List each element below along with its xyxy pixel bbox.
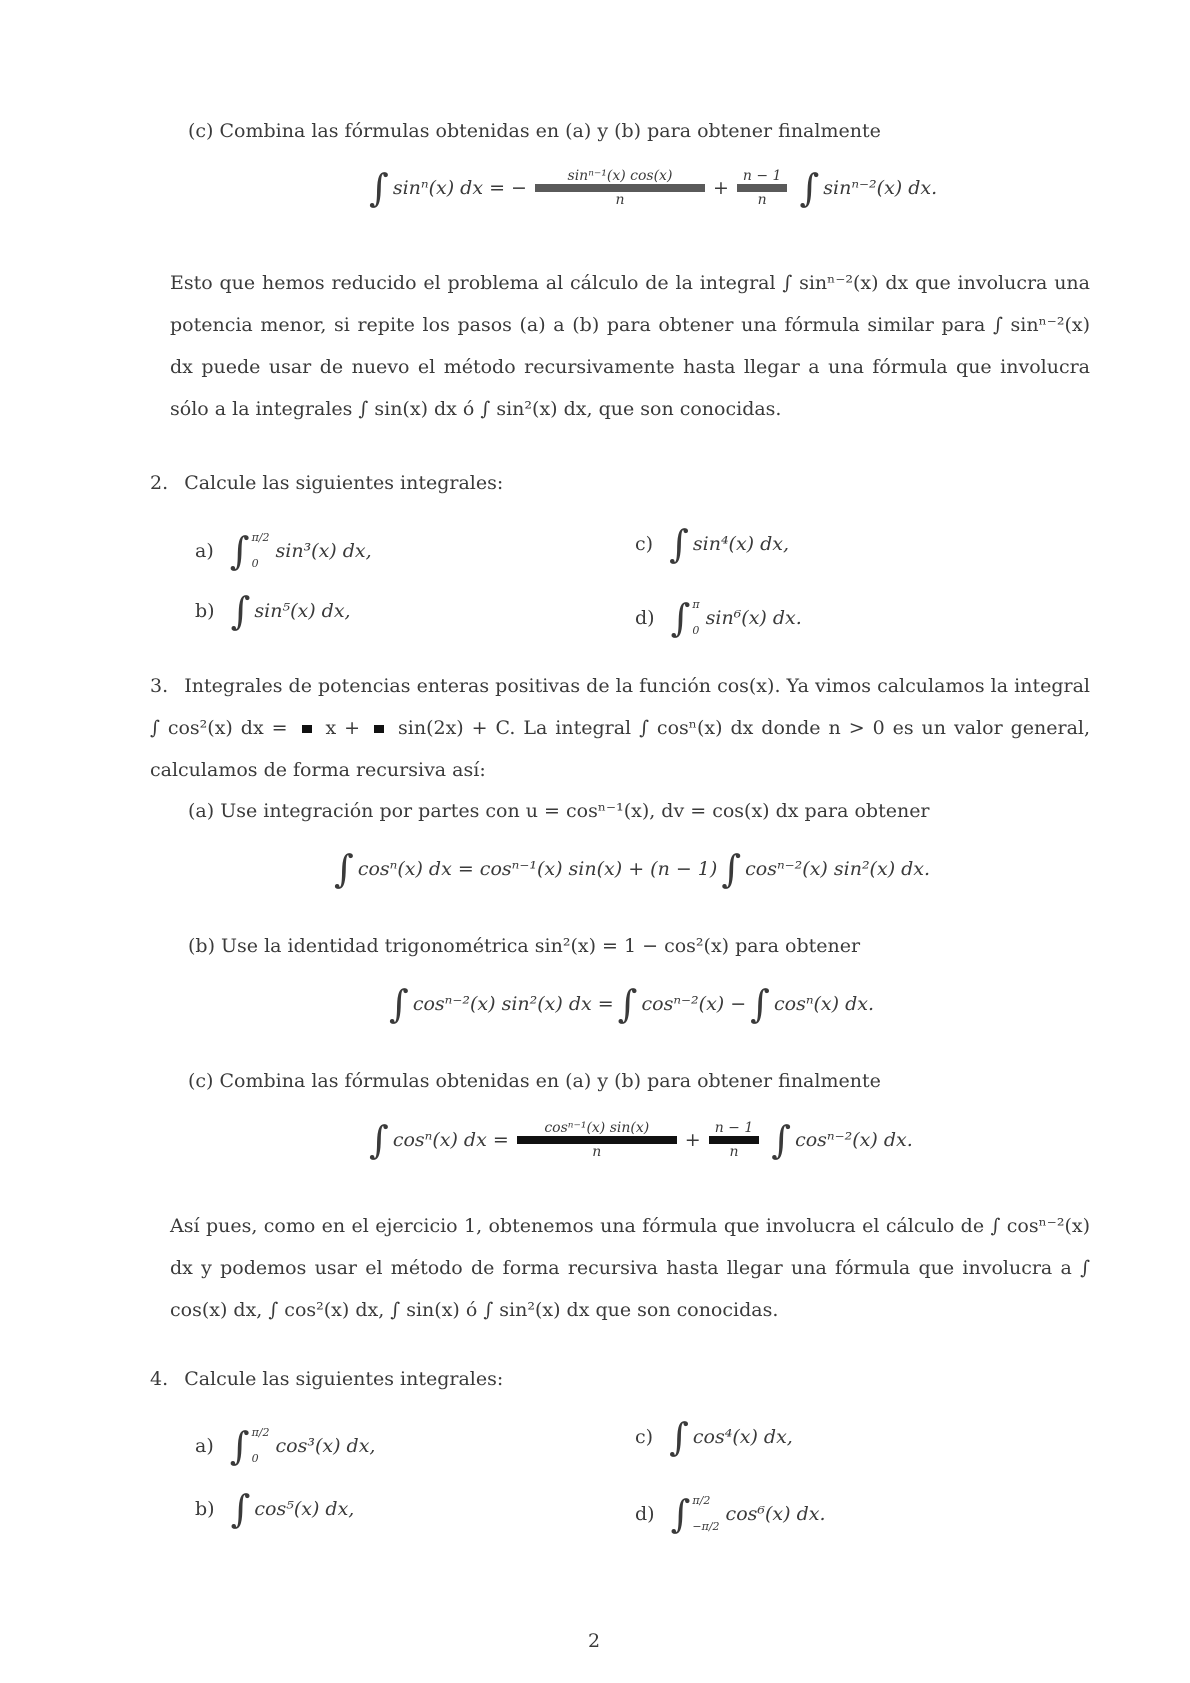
page-number-text: 2 xyxy=(588,1630,601,1652)
integral-limits xyxy=(692,592,699,644)
frac1-den: n xyxy=(615,192,625,208)
step-b-cos-text: (b) Use la identidad trigonométrica sin²(x) = 1 − cos²(x) para obtener xyxy=(188,935,861,957)
fraction-bar-mark xyxy=(374,725,384,733)
lower-limit: −π/2 xyxy=(692,1520,720,1533)
sin-reduction-formula xyxy=(365,168,937,208)
item-expr: cos⁵(x) dx, xyxy=(254,1498,355,1520)
integral-sign: ∫ xyxy=(230,589,251,633)
cos-explanation xyxy=(170,1205,1090,1345)
exercise-3-intro-text-2: x + xyxy=(325,717,361,739)
step-a-cos xyxy=(188,800,930,822)
item-expr: sin⁶(x) dx. xyxy=(705,607,802,629)
plus-sign: + xyxy=(684,1129,701,1151)
formula-part-2: cosⁿ⁻²(x) − xyxy=(641,993,747,1015)
upper-limit: π/2 xyxy=(251,1426,270,1439)
item-label: d) xyxy=(635,1503,655,1525)
upper-limit: π/2 xyxy=(251,531,270,544)
step-c-cos-text: (c) Combina las fórmulas obtenidas en (a) y (b) para obtener finalmente xyxy=(188,1070,881,1092)
item-expr: cos⁶(x) dx. xyxy=(725,1503,826,1525)
integral-limits xyxy=(252,525,270,577)
exercise-4-number: 4. xyxy=(150,1368,169,1390)
integral-limits xyxy=(252,1420,270,1472)
integral-sign: ∫ xyxy=(389,982,409,1026)
integral-sign: ∫ xyxy=(799,166,820,210)
exercise-4-heading xyxy=(150,1368,503,1390)
exercise-2-title: Calcule las siguientes integrales: xyxy=(184,472,504,494)
item-label: b) xyxy=(195,600,215,622)
integral-sign: ∫ xyxy=(750,982,770,1026)
item-label: c) xyxy=(635,1426,654,1448)
exercise-2-item-a xyxy=(195,525,372,577)
item-label: c) xyxy=(635,533,654,555)
frac1-num: sinⁿ⁻¹(x) cos(x) xyxy=(567,168,673,184)
exercise-2-heading xyxy=(150,472,503,494)
integral-sign: ∫ xyxy=(230,1487,251,1531)
exercise-2-item-c xyxy=(635,522,790,566)
exercise-4-item-d xyxy=(635,1488,826,1540)
lower-limit: 0 xyxy=(251,1452,259,1465)
exercise-2-item-d xyxy=(635,592,802,644)
step-a-cos-text: (a) Use integración por partes con u = cosⁿ⁻¹(x), dv = cos(x) dx para obtener xyxy=(188,800,930,822)
fraction-1 xyxy=(535,168,705,208)
cos-reduction-formula xyxy=(365,1120,913,1160)
frac2-num: n − 1 xyxy=(714,1120,754,1136)
integral-sign: ∫ xyxy=(670,596,691,640)
upper-limit: π xyxy=(692,598,700,611)
item-expr: sin⁴(x) dx, xyxy=(692,533,790,555)
exercise-3-intro xyxy=(150,665,1090,791)
formula-part-3: cosⁿ(x) dx. xyxy=(773,993,875,1015)
exercise-2-item-b xyxy=(195,589,351,633)
integral-sign: ∫ xyxy=(229,529,250,573)
formula-rhs: sinⁿ⁻²(x) dx. xyxy=(823,177,938,199)
item-expr: sin³(x) dx, xyxy=(275,540,372,562)
integral-sign: ∫ xyxy=(369,1118,389,1162)
fraction-bar-mark xyxy=(302,725,312,733)
sin-explanation-text: Esto que hemos reducido el problema al cálculo de la integral ∫ sinⁿ⁻²(x) dx que involucra una potencia menor, si repite los pasos (a) a (b) para obtener una fórmula similar para ∫ sinⁿ⁻²(x) dx puede usar de nuevo el método recursivamente hasta llegar a una fórmula que involucra sólo a la integrales ∫ sin(x) dx ó ∫ sin²(x) dx, que son conocidas. xyxy=(170,272,1090,420)
item-label: d) xyxy=(635,607,655,629)
fraction-1 xyxy=(517,1120,677,1160)
item-label: a) xyxy=(195,540,214,562)
plus-sign: + xyxy=(712,177,729,199)
frac1-bar xyxy=(535,184,705,192)
step-c-cos xyxy=(188,1070,881,1092)
exercise-3-intro-text: Integrales de potencias enteras positivas de la función cos(x). Ya vimos calculamos la integral ∫ cos²(x) dx = xyxy=(150,675,1090,739)
integral-sign: ∫ xyxy=(721,847,742,891)
item-label: b) xyxy=(195,1498,215,1520)
item-expr: cos³(x) dx, xyxy=(275,1435,376,1457)
item-label: a) xyxy=(195,1435,214,1457)
item-expr: cos⁴(x) dx, xyxy=(692,1426,793,1448)
frac1-num: cosⁿ⁻¹(x) sin(x) xyxy=(544,1120,650,1136)
exercise-4-item-a xyxy=(195,1420,375,1472)
formula-part-1: cosⁿ⁻²(x) sin²(x) dx = xyxy=(412,993,614,1015)
exercise-4-item-b xyxy=(195,1487,355,1531)
frac2-num: n − 1 xyxy=(742,168,782,184)
upper-limit: π/2 xyxy=(692,1494,711,1507)
integral-sign: ∫ xyxy=(369,166,389,210)
step-b-cos xyxy=(188,935,860,957)
frac2-den: n xyxy=(757,192,767,208)
formula-rhs: cosⁿ⁻²(x) sin²(x) dx. xyxy=(745,858,931,880)
exercise-2-number: 2. xyxy=(150,472,169,494)
cos-step-a-formula xyxy=(330,847,931,891)
frac1-bar xyxy=(517,1136,677,1144)
formula-lhs: cosⁿ(x) dx = xyxy=(392,1129,509,1151)
exercise-4-item-c xyxy=(635,1415,793,1459)
integral-sign: ∫ xyxy=(670,1492,691,1536)
lower-limit: 0 xyxy=(692,624,700,637)
step-c-sin-text: (c) Combina las fórmulas obtenidas en (a) y (b) para obtener finalmente xyxy=(188,120,881,142)
page-number xyxy=(588,1630,600,1652)
frac2-bar xyxy=(737,184,787,192)
integral-sign: ∫ xyxy=(669,522,689,566)
fraction-2 xyxy=(709,1120,760,1160)
cos-explanation-text: Así pues, como en el ejercicio 1, obtenemos una fórmula que involucra el cálculo de ∫ cosⁿ⁻²(x) dx y podemos usar el método de forma recursiva hasta llegar una fórmula que involucra a ∫ cos(x) dx, ∫ cos²(x) dx, ∫ sin(x) ó ∫ sin²(x) dx que son conocidas. xyxy=(170,1215,1090,1321)
exercise-4-title: Calcule las siguientes integrales: xyxy=(184,1368,504,1390)
formula-lhs: sinⁿ(x) dx = − xyxy=(392,177,527,199)
frac1-den: n xyxy=(592,1144,602,1160)
exercise-3-intro-text-3: sin(2x) + C. La integral ∫ cosⁿ(x) dx donde n > 0 es un valor general, calculamos de forma recursiva así: xyxy=(150,717,1091,781)
formula-lhs: cosⁿ(x) dx = cosⁿ⁻¹(x) sin(x) + (n − 1) xyxy=(357,858,718,880)
formula-rhs: cosⁿ⁻²(x) dx. xyxy=(795,1129,913,1151)
integral-limits xyxy=(692,1488,719,1540)
integral-sign: ∫ xyxy=(229,1424,250,1468)
lower-limit: 0 xyxy=(251,557,259,570)
fraction-2 xyxy=(737,168,788,208)
sin-explanation xyxy=(170,262,1090,442)
integral-sign: ∫ xyxy=(669,1415,689,1459)
item-expr: sin⁵(x) dx, xyxy=(254,600,351,622)
cos-step-b-formula xyxy=(385,982,875,1026)
step-c-sin xyxy=(188,120,881,142)
frac2-bar xyxy=(709,1136,759,1144)
integral-sign: ∫ xyxy=(617,982,638,1026)
integral-sign: ∫ xyxy=(771,1118,792,1162)
frac2-den: n xyxy=(729,1144,739,1160)
integral-sign: ∫ xyxy=(334,847,354,891)
exercise-3-number: 3. xyxy=(150,675,169,697)
